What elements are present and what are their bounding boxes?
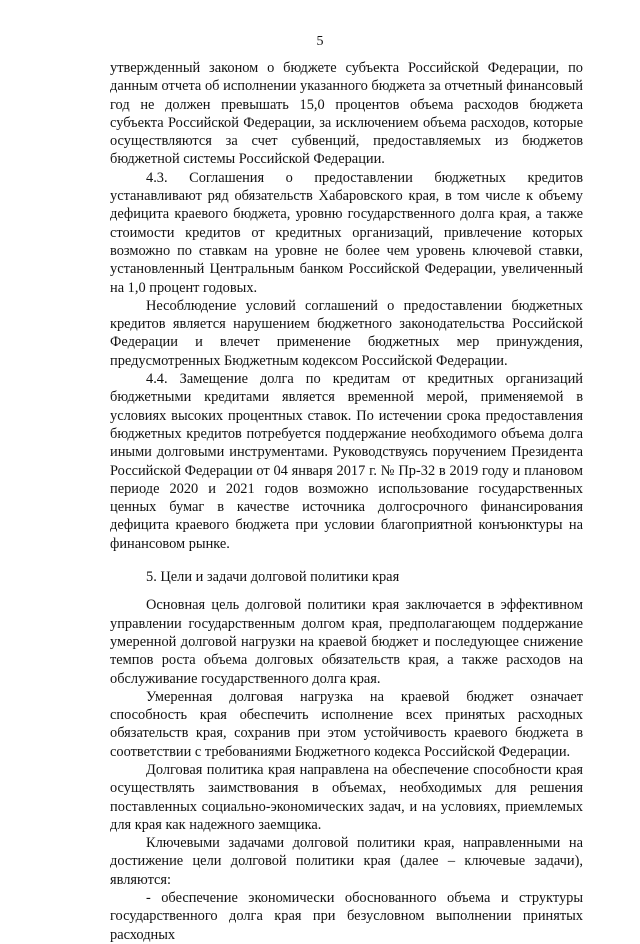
list-item-task-1: - обеспечение экономически обоснованного объема и структуры государственного долга края при безусловном выполнении принятых расходных	[110, 890, 583, 943]
paragraph-4-3: 4.3. Соглашения о предоставлении бюджетных кредитов устанавливают ряд обязательств Хабаровского края, в том числе к объему дефицита краевого бюджета, уровню государственного долга края, а также стоимости кредитов от кредитных организаций, привлечение которых возможно по ставкам на уровне не более чем уровень ключевой ставки, установленный Центральным банком Российской Федерации, увеличенный на 1,0 процент годовых.	[110, 169, 583, 296]
paragraph-main-goal: Основная цель долговой политики края заключается в эффективном управлении государственным долгом края, предполагающем поддержание умеренной долговой нагрузки на краевой бюджет и последующее снижение темпов роста объема долговых обязательств края, а также расходов на обслуживание государственного долга края.	[110, 597, 583, 687]
paragraph-noncompliance: Несоблюдение условий соглашений о предоставлении бюджетных кредитов является нарушением бюджетного законодательства Российской Федерации и влечет применение бюджетных мер принуждения, предусмотренных Бюджетным кодексом Российской Федерации.	[110, 297, 583, 369]
page-number: 5	[316, 34, 324, 49]
paragraph-policy-direction: Долговая политика края направлена на обеспечение способности края осуществлять заимствования в объемах, необходимых для решения поставленных социально-экономических задач, и на условиях, приемлемых для края как надежного заемщика.	[110, 761, 583, 833]
paragraph-moderate-load: Умеренная долговая нагрузка на краевой бюджет означает способность края обеспечить исполнение всех принятых расходных обязательств края, сохранив при этом устойчивость краевого бюджета в соответствии с требованиями Бюджетного кодекса Российской Федерации.	[110, 688, 583, 760]
section-heading-5: 5. Цели и задачи долговой политики края	[146, 569, 400, 586]
page-body	[110, 59, 583, 944]
paragraph-4-4: 4.4. Замещение долга по кредитам от кредитных организаций бюджетными кредитами является временной мерой, применяемой в условиях высоких процентных ставок. По истечении срока предоставления бюджетных кредитов потребуется поддержание необходимого объема долга иными долговыми инструментами. Руководствуясь поручением Президента Российской Федерации от 04 января 2017 г. № Пр-32 в 2019 году и плановом периоде 2020 и 2021 годов возможно использование государственных ценных бумаг в качестве источника долгосрочного финансирования дефицита краевого бюджета при условии благоприятной конъюнктуры на финансовом рынке.	[110, 371, 583, 552]
paragraph-continuation: утвержденный законом о бюджете субъекта Российской Федерации, по данным отчета об исполнении указанного бюджета за отчетный финансовый год не должен превышать 15,0 процентов объема расходов бюджета субъекта Российской Федерации, за исключением объема расходов, которые осуществляются за счет субвенций, предоставляемых из бюджетов бюджетной системы Российской Федерации.	[110, 60, 583, 168]
paragraph-key-tasks-intro: Ключевыми задачами долговой политики края, направленными на достижение цели долговой политики края (далее – ключевые задачи), являются:	[110, 835, 583, 888]
